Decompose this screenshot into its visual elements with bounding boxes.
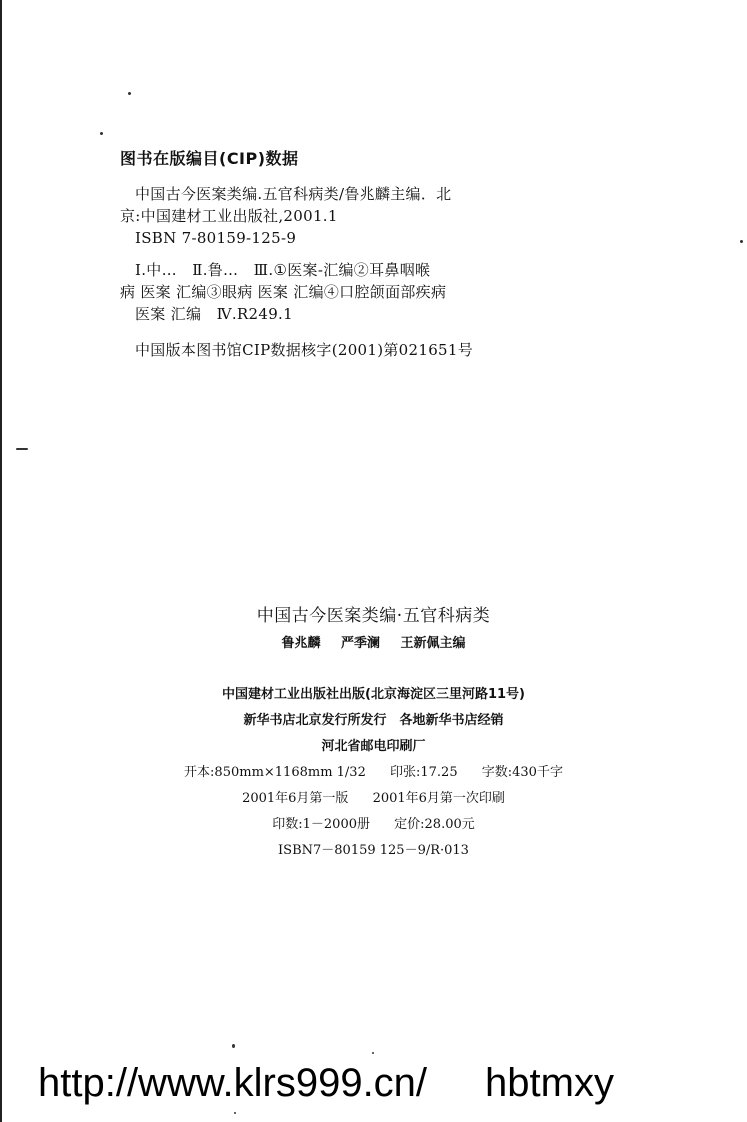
editors-line [0, 634, 747, 654]
watermark-url: http://www.klrs999.cn/ [38, 1061, 428, 1105]
price-line [0, 812, 747, 838]
cip-isbn-line: ISBN 7-80159-125-9 [135, 229, 297, 247]
colophon-section [0, 604, 747, 864]
watermark-tag: hbtmxy [485, 1061, 614, 1105]
isbn-full-line: ISBN7－80159 125－9/R·013 [278, 843, 469, 858]
cip-data-section [120, 146, 620, 361]
printing-spec: 2001年6月第一次印刷 [372, 791, 505, 806]
cip-classification-line: Ⅰ.中… Ⅱ.鲁… Ⅲ.①医案-汇编②耳鼻咽喉 [135, 261, 431, 279]
cip-classification-line: 病 医案 汇编③眼病 医案 汇编④口腔颌面部疾病 [120, 283, 447, 301]
editor-name: 王新佩主编 [400, 636, 466, 651]
scan-speck [232, 1044, 235, 1048]
watermark [38, 1058, 614, 1108]
editor-name: 严季澜 [340, 636, 380, 651]
edition-spec: 2001年6月第一版 [242, 791, 349, 806]
cip-title-line: 中国古今医案类编.五官科病类/鲁兆麟主编．北 [135, 185, 452, 203]
scan-speck [234, 1112, 236, 1114]
cip-publisher-line: 京:中国建材工业出版社,2001.1 [120, 207, 338, 225]
cip-classification-line: 医案 汇编 Ⅳ.R249.1 [135, 305, 293, 323]
cip-number-line: 中国版本图书馆CIP数据核字(2001)第021651号 [135, 341, 474, 359]
format-spec: 开本:850mm×1168mm 1/32 [184, 765, 366, 780]
sheets-spec: 印张:17.25 [390, 765, 458, 780]
editor-name: 鲁兆麟 [281, 636, 321, 651]
scan-speck [372, 1052, 374, 1054]
distributor-line: 新华书店北京发行所发行 各地新华书店经销 [243, 713, 504, 728]
book-title: 中国古今医案类编·五官科病类 [256, 606, 491, 626]
price-spec: 定价:28.00元 [394, 817, 475, 832]
printer-line: 河北省邮电印刷厂 [321, 739, 426, 754]
format-line [0, 760, 747, 786]
scan-speck [128, 92, 131, 95]
publisher-line: 中国建材工业出版社出版(北京海淀区三里河路11号) [222, 687, 525, 702]
cip-heading: 图书在版编目(CIP)数据 [120, 149, 299, 168]
scan-speck [100, 132, 103, 135]
print-run-spec: 印数:1－2000册 [272, 817, 370, 832]
page-edge-line [0, 0, 2, 1122]
word-count-spec: 字数:430千字 [481, 765, 563, 780]
scan-speck [16, 448, 28, 450]
scan-speck [740, 240, 743, 243]
edition-line [0, 786, 747, 812]
